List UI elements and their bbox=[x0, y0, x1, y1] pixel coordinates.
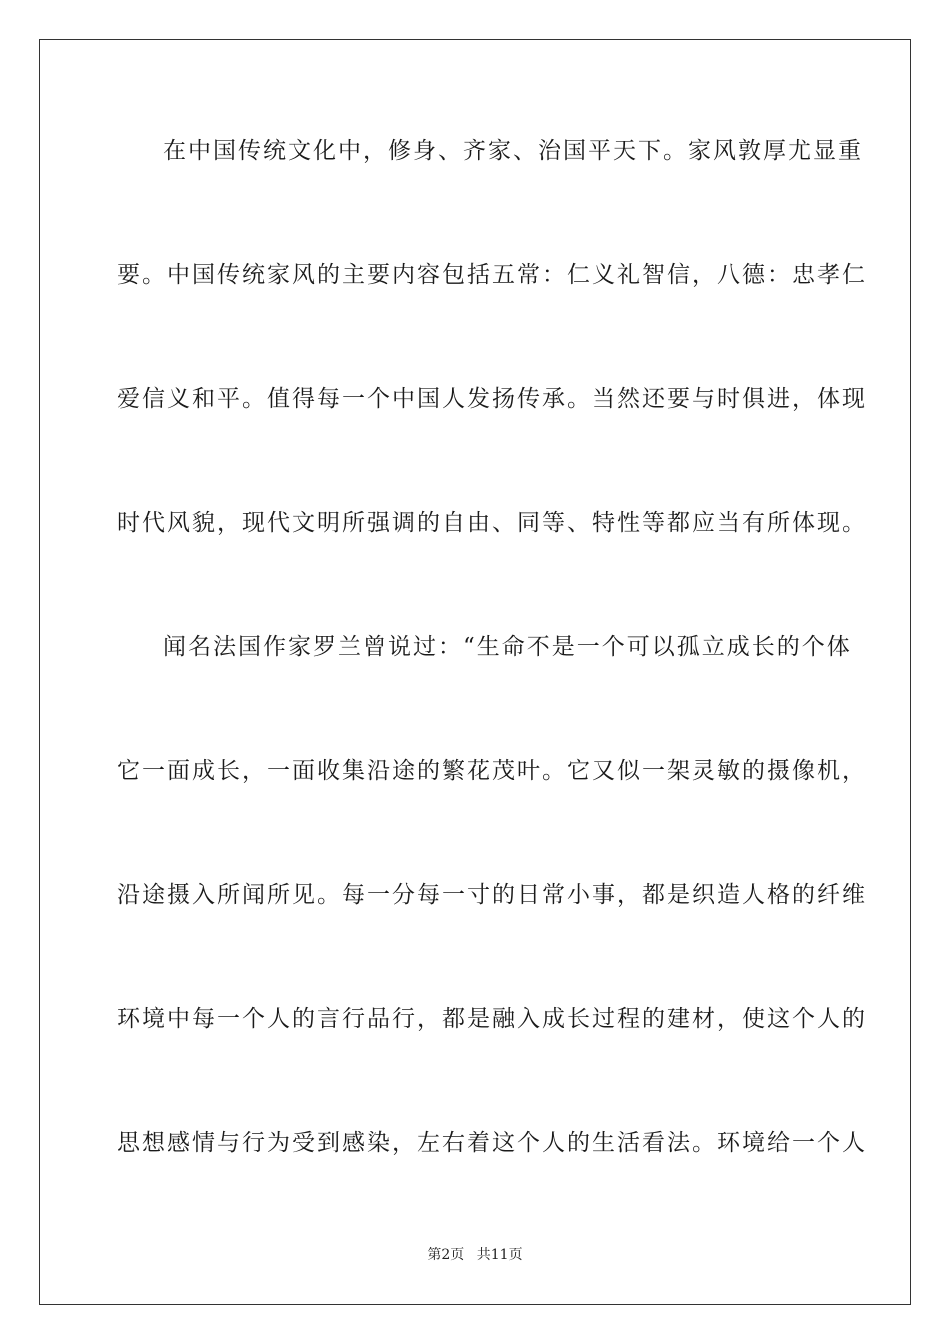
page-footer bbox=[0, 1244, 950, 1264]
paragraph-1-line-1: 在中国传统文化中，修身、齐家、治国平天下。家风敦厚尤显重 bbox=[163, 138, 863, 164]
page-number: 第2页 bbox=[427, 1247, 465, 1263]
paragraph-2-line-1: 闻名法国作家罗兰曾说过：“生命不是一个可以孤立成长的个体 bbox=[163, 634, 852, 660]
paragraph-2-line-2: 它一面成长，一面收集沿途的繁花茂叶。它又似一架灵敏的摄像机， bbox=[117, 758, 867, 784]
paragraph-2-line-3: 沿途摄入所闻所见。每一分每一寸的日常小事，都是织造人格的纤维 bbox=[117, 882, 867, 908]
paragraph-2-line-4: 环境中每一个人的言行品行，都是融入成长过程的建材，使这个人的 bbox=[117, 1006, 867, 1032]
paragraph-1-line-2: 要。中国传统家风的主要内容包括五常：仁义礼智信，八德：忠孝仁 bbox=[117, 262, 867, 288]
paragraph-1-line-4: 时代风貌，现代文明所强调的自由、同等、特性等都应当有所体现。 bbox=[117, 510, 867, 536]
paragraph-2-line-5: 思想感情与行为受到感染，左右着这个人的生活看法。环境给一个人 bbox=[117, 1130, 867, 1156]
page-total: 共11页 bbox=[476, 1247, 523, 1263]
page-border bbox=[39, 39, 911, 1305]
paragraph-1-line-3: 爱信义和平。值得每一个中国人发扬传承。当然还要与时俱进，体现 bbox=[117, 386, 867, 412]
